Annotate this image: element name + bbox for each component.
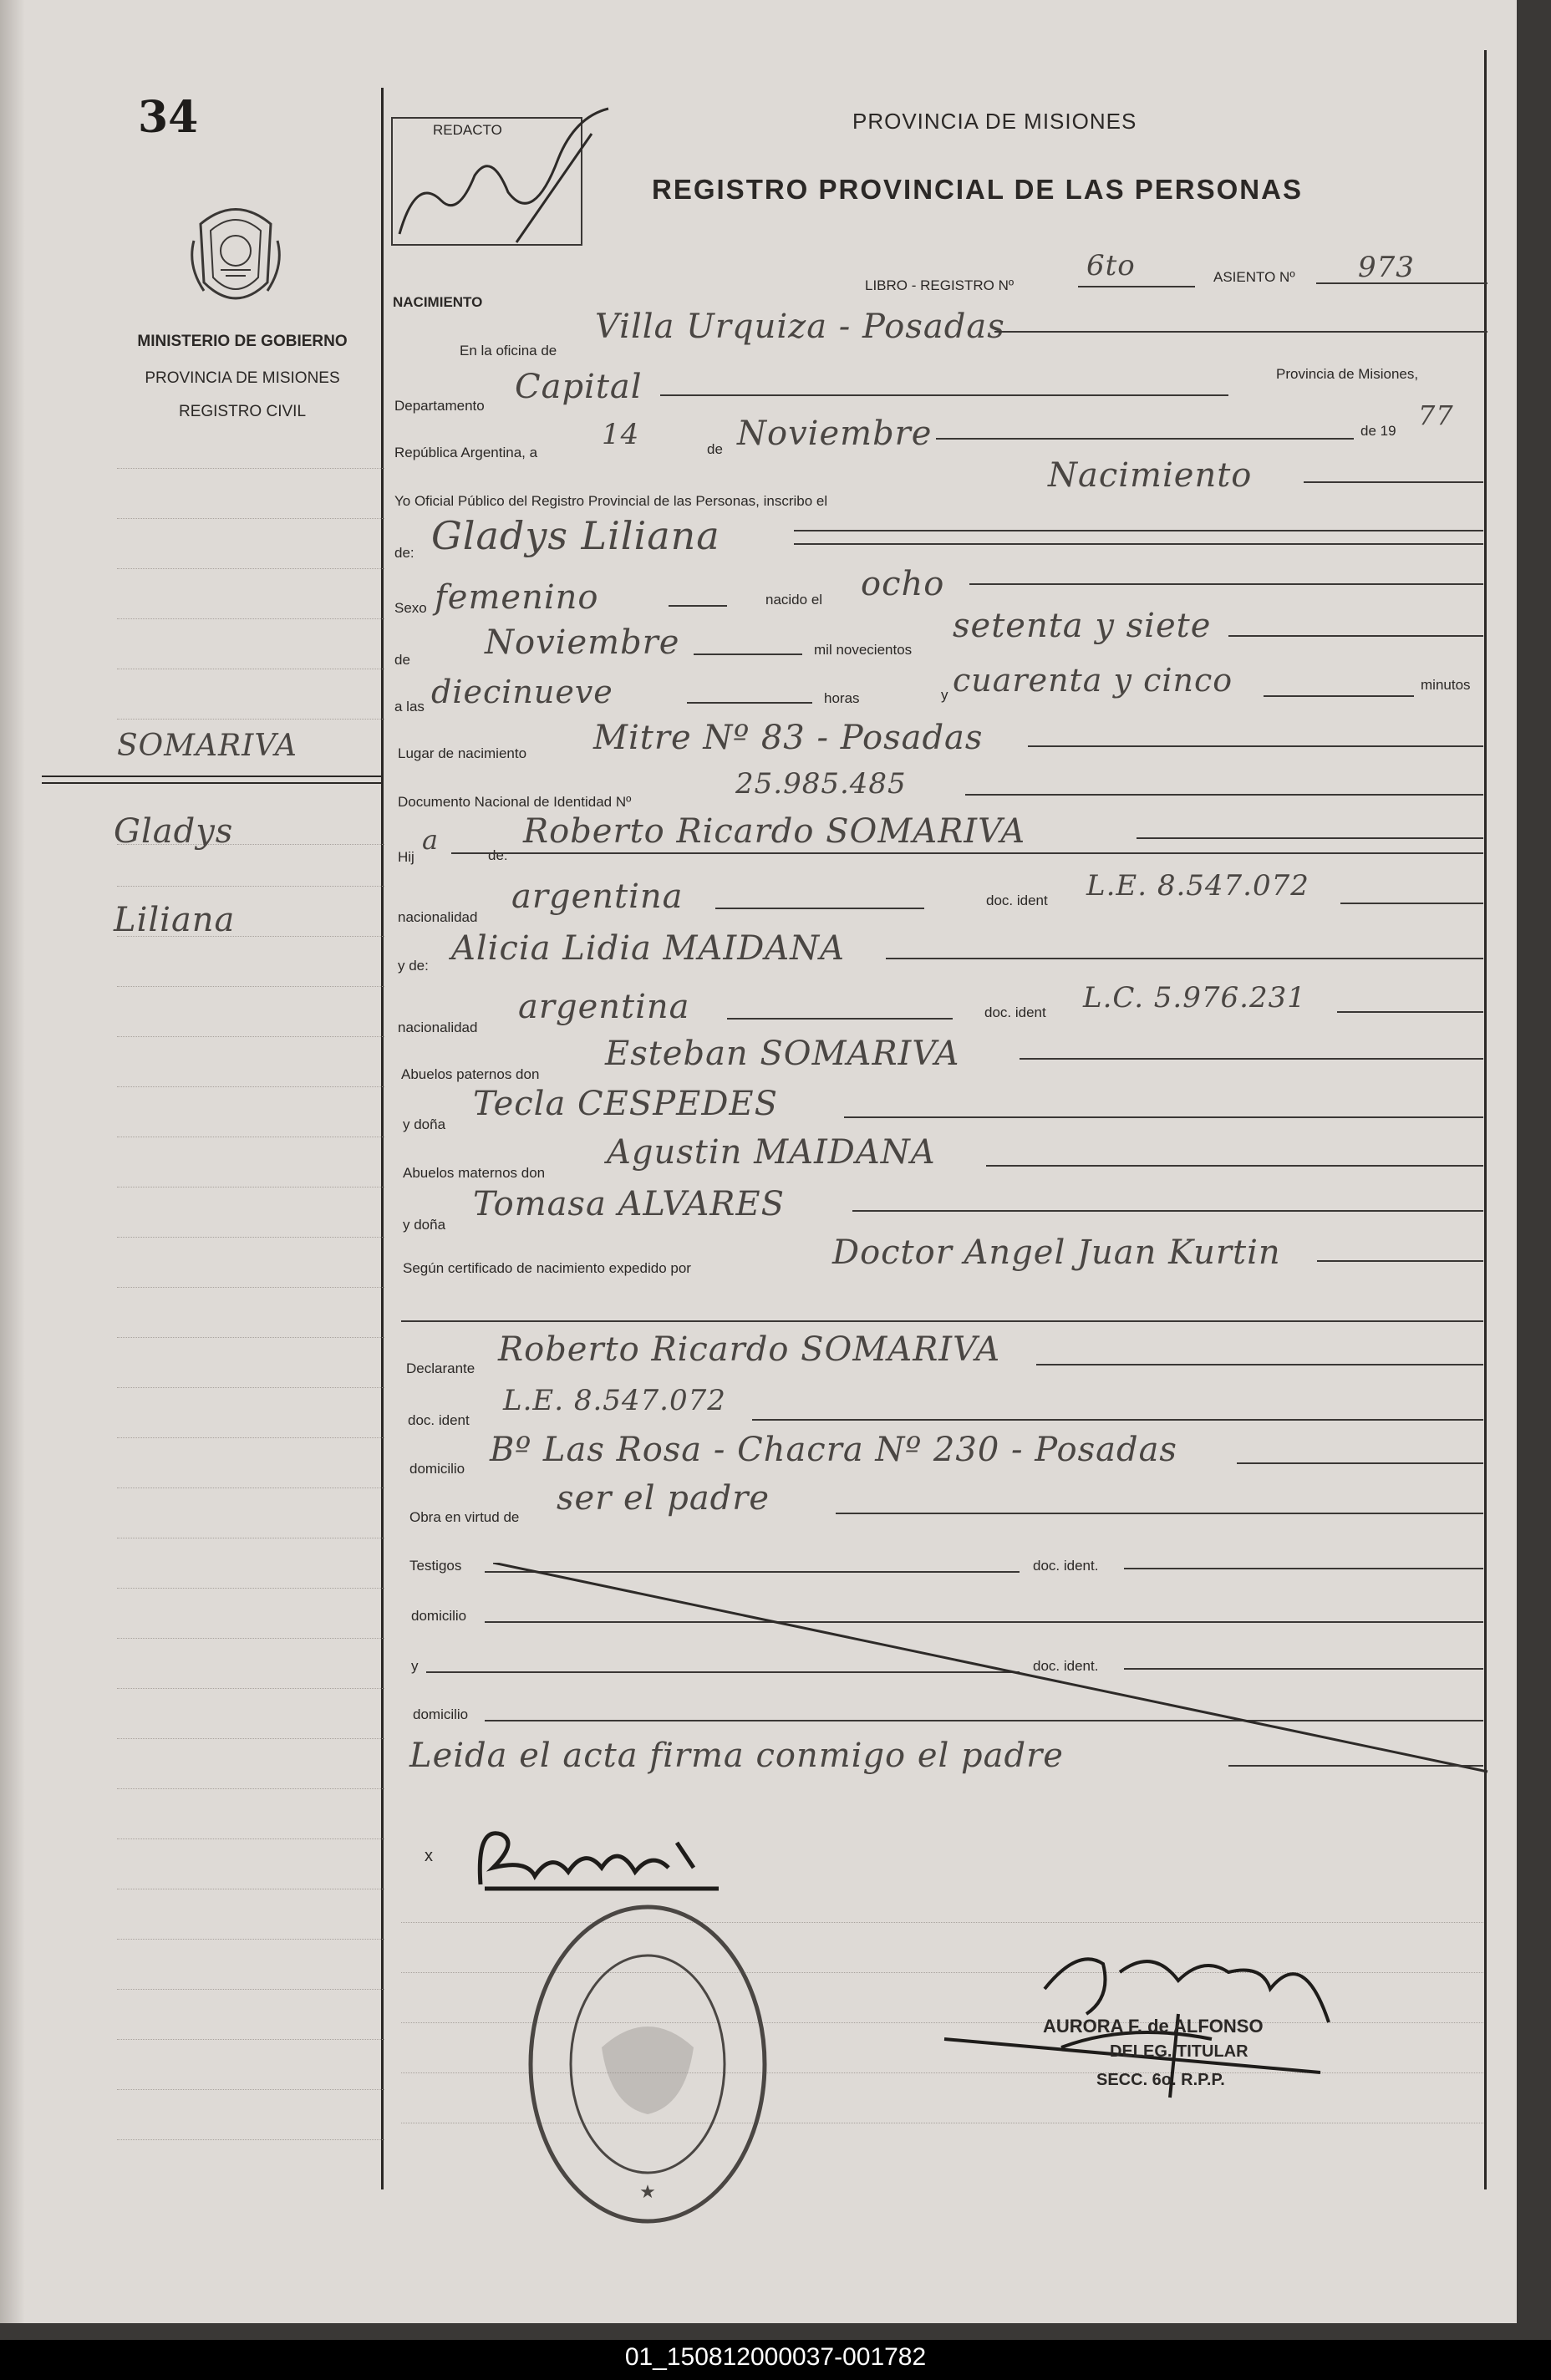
margin-surname: SOMARIVA: [117, 729, 297, 763]
minutos-value: cuarenta y cinco: [953, 662, 1233, 699]
nombre-value: Gladys Liliana: [431, 513, 720, 558]
libro-label: LIBRO - REGISTRO Nº: [865, 277, 1015, 293]
ministry-line2: PROVINCIA DE MISIONES: [145, 369, 340, 387]
abmat2-value: Tomasa ALVARES: [473, 1185, 786, 1223]
sexo-value: femenino: [435, 578, 599, 617]
margin-given-1: Gladys: [114, 812, 234, 851]
docid3-label: doc. ident: [408, 1412, 470, 1428]
docid2-label: doc. ident: [984, 1004, 1046, 1020]
docid3-value: L.E. 8.547.072: [503, 1384, 726, 1417]
y2-label: y: [411, 1658, 419, 1674]
mil-label: mil novecientos: [814, 642, 913, 658]
a-las-label: a las: [394, 699, 425, 715]
abmat-label: Abuelos maternos don: [403, 1165, 546, 1181]
asiento-label: ASIENTO Nº: [1213, 269, 1295, 285]
domicilio3-label: domicilio: [413, 1706, 469, 1722]
declarante-value: Roberto Ricardo SOMARIVA: [498, 1330, 1001, 1369]
redacto-label: REDACTO: [433, 122, 502, 138]
abpat2-value: Tecla CESPEDES: [473, 1085, 778, 1123]
abmat-value: Agustin MAIDANA: [607, 1133, 936, 1172]
docid2-value: L.C. 5.976.231: [1083, 981, 1306, 1015]
docid5-label: doc. ident.: [1033, 1658, 1099, 1674]
provincia-label: Provincia de Misiones,: [1276, 366, 1419, 382]
libro-value: 6to: [1086, 249, 1136, 282]
madre-value: Alicia Lidia MAIDANA: [451, 929, 846, 968]
minutos-label: minutos: [1421, 677, 1471, 693]
republica-label: República Argentina, a: [394, 445, 538, 460]
abpat-label: Abuelos paternos don: [401, 1066, 540, 1082]
docid4-label: doc. ident.: [1033, 1558, 1099, 1574]
ydona1-label: y doña: [403, 1116, 446, 1132]
official-title: DELEG. TITULAR: [1110, 2042, 1248, 2061]
nacido-value: ocho: [861, 565, 945, 603]
oficina-label: En la oficina de: [460, 343, 557, 359]
hija-suffix: a: [422, 824, 440, 856]
nac2-label: nacionalidad: [398, 1020, 478, 1035]
image-id: 01_150812000037-001782: [624, 2343, 927, 2371]
segun-label: Según certificado de nacimiento expedido por: [403, 1260, 691, 1276]
obra-value: ser el padre: [557, 1479, 770, 1518]
de2-label: de: [394, 652, 410, 668]
binding-shadow: [0, 0, 25, 2323]
mes-value: Noviembre: [737, 414, 933, 453]
lugar-label: Lugar de nacimiento: [398, 745, 527, 761]
official-sect: SECC. 6o. R.P.P.: [1096, 2071, 1225, 2089]
official-seal-icon: [518, 1897, 777, 2231]
dni-value: 25.985.485: [735, 767, 907, 801]
nacido-label: nacido el: [765, 592, 823, 608]
coat-of-arms-icon: [184, 191, 287, 316]
registry-title: REGISTRO PROVINCIAL DE LAS PERSONAS: [652, 174, 1303, 205]
yde-label: y de:: [398, 958, 429, 974]
x-label: x: [425, 1847, 433, 1865]
svg-text:★: ★: [639, 2182, 656, 2203]
anio-value: 77: [1418, 399, 1454, 431]
nac2-value: argentina: [518, 988, 690, 1026]
dni-label: Documento Nacional de Identidad Nº: [398, 794, 632, 810]
ministry-line1: MINISTERIO DE GOBIERNO: [137, 333, 348, 350]
nac1-label: nacionalidad: [398, 909, 478, 925]
horas-label: horas: [824, 690, 860, 706]
declarante-label: Declarante: [406, 1360, 475, 1376]
margin-double-rule-1: [42, 776, 381, 777]
ydona2-label: y doña: [403, 1217, 446, 1233]
oficina-value: Villa Urquiza - Posadas: [595, 308, 1005, 346]
de1977-label: de 19: [1360, 423, 1396, 439]
sexo-label: Sexo: [394, 600, 427, 616]
province-heading: PROVINCIA DE MISIONES: [852, 109, 1137, 134]
nac1-value: argentina: [511, 877, 684, 916]
padre-value: Roberto Ricardo SOMARIVA: [523, 812, 1026, 851]
departamento-value: Capital: [515, 368, 643, 406]
page-number: 34: [138, 92, 199, 143]
asiento-value: 973: [1358, 251, 1415, 284]
official-name: AURORA F. de ALFONSO: [1043, 2016, 1264, 2037]
docid1-label: doc. ident: [986, 892, 1048, 908]
domicilio-value: Bº Las Rosa - Chacra Nº 230 - Posadas: [490, 1431, 1177, 1469]
left-vertical-rule: [381, 88, 384, 2189]
nacimiento-label: NACIMIENTO: [393, 294, 483, 310]
inscribo-value: Nacimiento: [1048, 456, 1253, 495]
horas-value: diecinueve: [431, 674, 613, 710]
official-seal-text: [543, 2206, 752, 2207]
dia-value: 14: [602, 418, 640, 451]
redacto-signature-icon: [391, 100, 625, 251]
departamento-label: Departamento: [394, 398, 485, 414]
testigos-label: Testigos: [409, 1558, 462, 1574]
margin-double-rule-2: [42, 782, 381, 784]
margin-given-2: Liliana: [114, 901, 236, 939]
domicilio-label: domicilio: [409, 1461, 465, 1477]
obra-label: Obra en virtud de: [409, 1509, 520, 1525]
yo-label: Yo Oficial Público del Registro Provincial de las Personas, inscribo el: [394, 493, 828, 509]
de-label: de: [707, 441, 723, 457]
right-vertical-rule: [1484, 50, 1487, 2189]
nota-value: Leida el acta firma conmigo el padre: [409, 1737, 1064, 1775]
segun-value: Doctor Angel Juan Kurtin: [832, 1233, 1281, 1272]
de-nombre-label: de:: [394, 545, 414, 561]
ministry-line3: REGISTRO CIVIL: [178, 403, 307, 420]
y-label: y: [941, 687, 948, 703]
de-padre-label: de:: [488, 847, 508, 863]
anio-nac-value: setenta y siete: [953, 607, 1212, 645]
declarant-signature-icon: [468, 1809, 735, 1901]
domicilio2-label: domicilio: [411, 1608, 467, 1624]
abpat-value: Esteban SOMARIVA: [605, 1035, 960, 1073]
lugar-value: Mitre Nº 83 - Posadas: [593, 719, 984, 757]
mes-nac-value: Noviembre: [485, 623, 680, 662]
hija-label: Hij: [398, 849, 414, 865]
docid1-value: L.E. 8.547.072: [1086, 869, 1309, 903]
